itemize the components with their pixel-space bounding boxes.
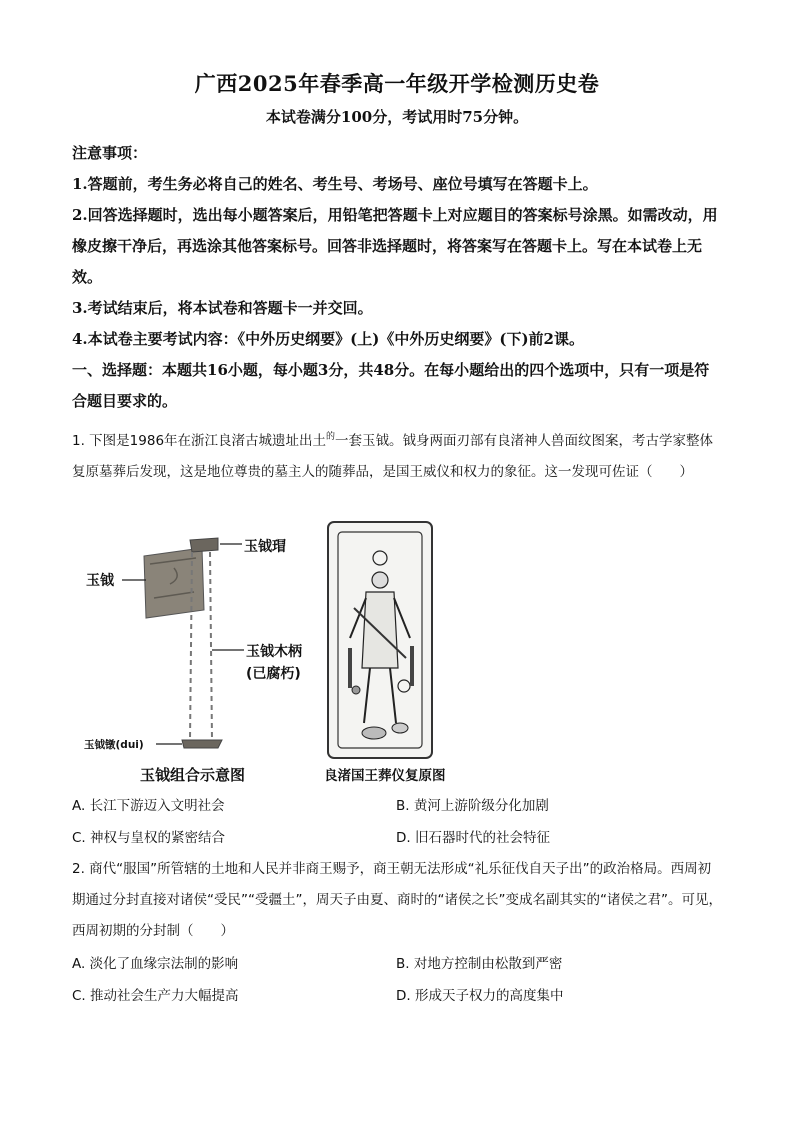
label-yuyue-bing: 玉钺木柄 — [246, 644, 302, 660]
q2-option-c[interactable]: C. 推动社会生产力大幅提高 — [72, 988, 239, 1004]
question-1-stem-sup: 的 — [326, 432, 336, 442]
caption-yuyue-diagram: 玉钺组合示意图 — [140, 766, 246, 784]
figure-head — [372, 572, 388, 588]
q1-option-b[interactable]: B. 黄河上游阶级分化加剧 — [396, 798, 549, 814]
q2-option-b[interactable]: B. 对地方控制由松散到严密 — [396, 956, 563, 972]
caption-burial-diagram: 良渚国王葬仪复原图 — [324, 768, 446, 784]
exam-title: 广西2025年春季高一年级开学检测历史卷 — [194, 71, 600, 96]
grave-good-tube-right — [410, 646, 414, 686]
question-2-stem: 2. 商代“服国”所管辖的土地和人民并非商王赐予，商王朝无法形成“礼乐征伐自天子出”的政治格局。西周初期通过分封直接对诸侯“受民”“受疆土”，周天子由夏、商时的“诸侯之长”变成名副其实的“诸侯之君”。可见，西周初期的分封制（ ） — [72, 861, 722, 939]
question-1-figure — [84, 518, 484, 788]
q2-option-a[interactable]: A. 淡化了血缘宗法制的影响 — [72, 956, 239, 972]
note-item-4: 4.本试卷主要考试内容：《中外历史纲要》(上)《中外历史纲要》(下)前2课。 — [72, 330, 584, 348]
label-yuyue-dui: 玉钺镦(dui) — [84, 739, 144, 751]
label-yuyue-mao: 玉钺瑁 — [244, 539, 286, 555]
grave-good-tube-left — [348, 648, 352, 688]
note-item-2: 2.回答选择题时，选出每小题答案后，用铅笔把答题卡上对应题目的答案标号涂黑。如需改动，用橡皮擦干净后，再选涂其他答案标号。回答非选择题时，将答案写在答题卡上。写在本试卷上无效。 — [72, 206, 718, 286]
label-yuyue: 玉钺 — [86, 573, 114, 589]
section-heading: 一、选择题：本题共16小题，每小题3分，共48分。在每小题给出的四个选项中，只有一项是符合题目要求的。 — [72, 361, 710, 410]
grave-good-pot — [362, 727, 386, 739]
q1-option-d[interactable]: D. 旧石器时代的社会特征 — [396, 830, 550, 846]
label-yuyue-bing-note: (已腐朽) — [246, 666, 301, 682]
axe-end-shape — [182, 740, 222, 748]
note-item-1: 1.答题前，考生务必将自己的姓名、考生号、考场号、座位号填写在答题卡上。 — [72, 175, 598, 193]
exam-subtitle: 本试卷满分100分，考试用时75分钟。 — [265, 108, 529, 126]
handle-right-line — [210, 552, 212, 740]
note-item-3: 3.考试结束后，将本试卷和答题卡一并交回。 — [72, 299, 373, 317]
figure-body — [362, 592, 398, 668]
exam-notes — [72, 138, 722, 417]
question-1-stem-b: 一套玉钺。钺身两面刃部有良渚神人兽面纹图案，考古学家整体复原墓葬后发现，这是地位尊贵的墓主人的随葬品，是国王威仪和权力的象征。这一发现可佐证（ ） — [72, 433, 714, 480]
notes-heading: 注意事项： — [72, 144, 148, 162]
q1-option-a[interactable]: A. 长江下游迈入文明社会 — [72, 798, 225, 814]
question-1-stem-a: 1. 下图是1986年在浙江良渚古城遗址出土 — [72, 433, 327, 449]
q1-option-c[interactable]: C. 神权与皇权的紧密结合 — [72, 830, 226, 846]
axe-cap-shape — [190, 538, 218, 552]
q2-option-d[interactable]: D. 形成天子权力的高度集中 — [396, 988, 564, 1004]
grave-good-bowl — [392, 723, 408, 733]
question-1-stem — [72, 422, 722, 488]
grave-good-bead — [352, 686, 360, 694]
